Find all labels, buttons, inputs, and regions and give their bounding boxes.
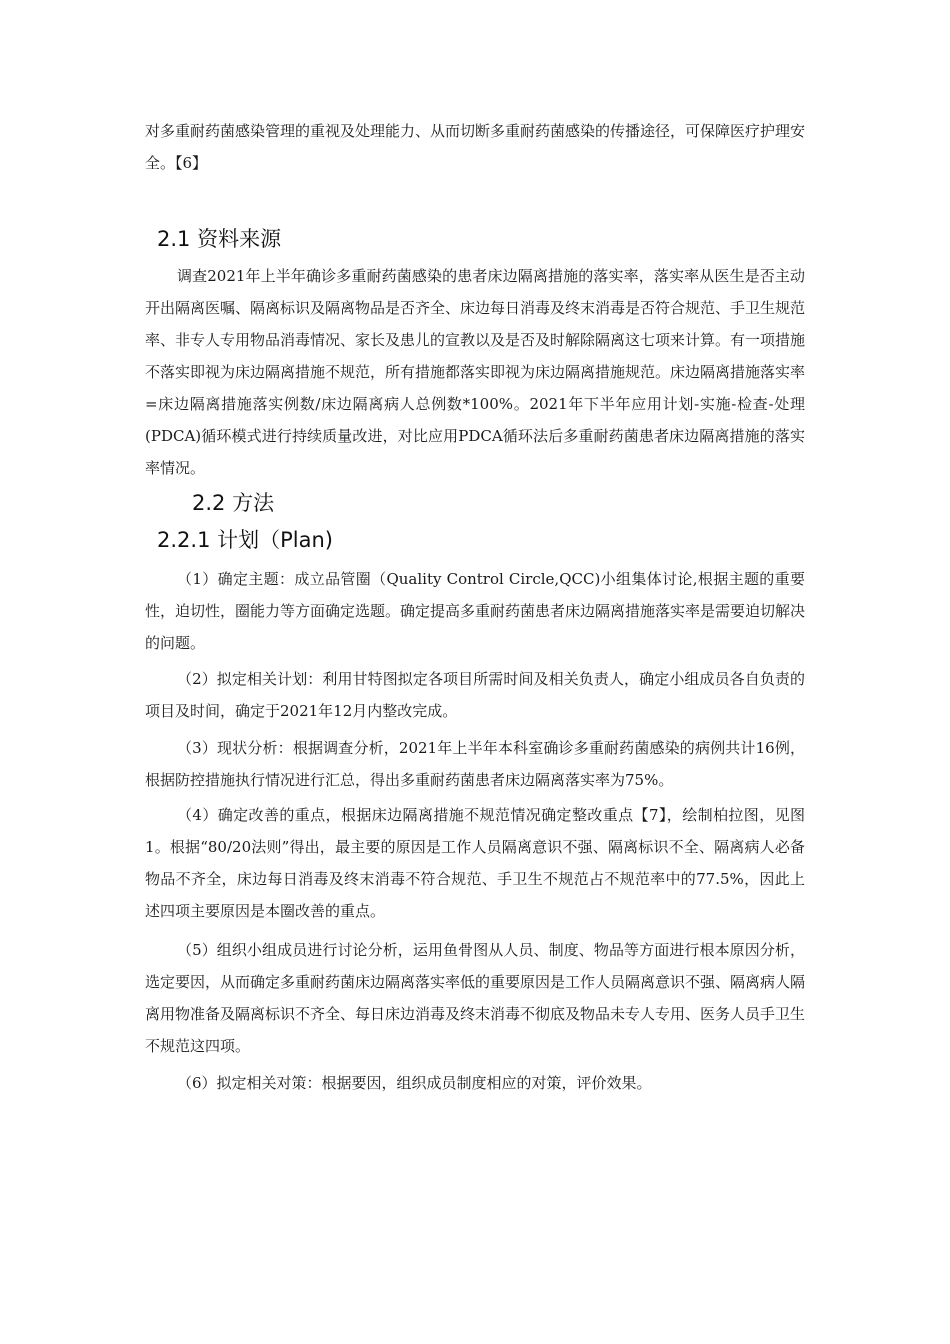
section-2-2-1-heading: 2.2.1 计划（Plan) [157,528,333,552]
plan-item-3: （3）现状分析：根据调查分析，2021年上半年本科室确诊多重耐药菌感染的病例共计16例，根据防控措施执行情况进行汇总，得出多重耐药菌患者床边隔离落实率为75%。 [145,739,805,789]
plan-item-6: （6）拟定相关对策：根据要因，组织成员制度相应的对策，评价效果。 [177,1074,652,1092]
plan-item-2: （2）拟定相关计划：利用甘特图拟定各项目所需时间及相关负责人，确定小组成员各自负责的项目及时间，确定于2021年12月内整改完成。 [145,670,805,720]
intro-paragraph: 对多重耐药菌感染管理的重视及处理能力、从而切断多重耐药菌感染的传播途径，可保障医疗护理安全。【6】 [145,122,806,172]
plan-item-5-block [145,934,805,1062]
plan-item-4-block [145,799,805,927]
plan-item-2-block [145,663,805,727]
plan-item-1: （1）确定主题：成立品管圈（Quality Control Circle,QCC)小组集体讨论,根据主题的重要性，迫切性，圈能力等方面确定选题。确定提高多重耐药菌患者床边隔离措施落实率是需要迫切解决的问题。 [145,570,806,652]
section-2-2-heading: 2.2 方法 [192,491,275,515]
section-2-1-paragraph: 调查2021年上半年确诊多重耐药菌感染的患者床边隔离措施的落实率，落实率从医生是否主动开出隔离医嘱、隔离标识及隔离物品是否齐全、床边每日消毒及终末消毒是否符合规范、手卫生规范率、非专人专用物品消毒情况、家长及患儿的宣教以及是否及时解除隔离这七项来计算。有一项措施不落实即视为床边隔离措施不规范，所有措施都落实即视为床边隔离措施规范。床边隔离措施落实率=床边隔离措施落实例数/床边隔离病人总例数*100%。2021年下半年应用计划-实施-检查-处理(PDCA)循环模式进行持续质量改进，对比应用PDCA循环法后多重耐药菌患者床边隔离措施的落实率情况。 [145,267,806,477]
intro-paragraph-block [145,115,805,179]
section-2-1-body-block [145,260,805,484]
plan-item-1-block [145,563,805,659]
plan-item-4: （4）确定改善的重点，根据床边隔离措施不规范情况确定整改重点【7】，绘制柏拉图，见图1。根据“80/20法则”得出，最主要的原因是工作人员隔离意识不强、隔离标识不全、隔离病人必备物品不齐全，床边每日消毒及终末消毒不符合规范、手卫生不规范占不规范率中的77.5%，因此上述四项主要原因是本圈改善的重点。 [145,806,805,920]
plan-item-3-block [145,732,805,796]
plan-item-5: （5）组织小组成员进行讨论分析，运用鱼骨图从人员、制度、物品等方面进行根本原因分析，选定要因，从而确定多重耐药菌床边隔离落实率低的重要原因是工作人员隔离意识不强、隔离病人隔离用物准备及隔离标识不齐全、每日床边消毒及终末消毒不彻底及物品未专人专用、医务人员手卫生不规范这四项。 [145,941,806,1055]
plan-item-6-block [145,1067,805,1099]
section-2-1-heading: 2.1 资料来源 [157,227,282,251]
